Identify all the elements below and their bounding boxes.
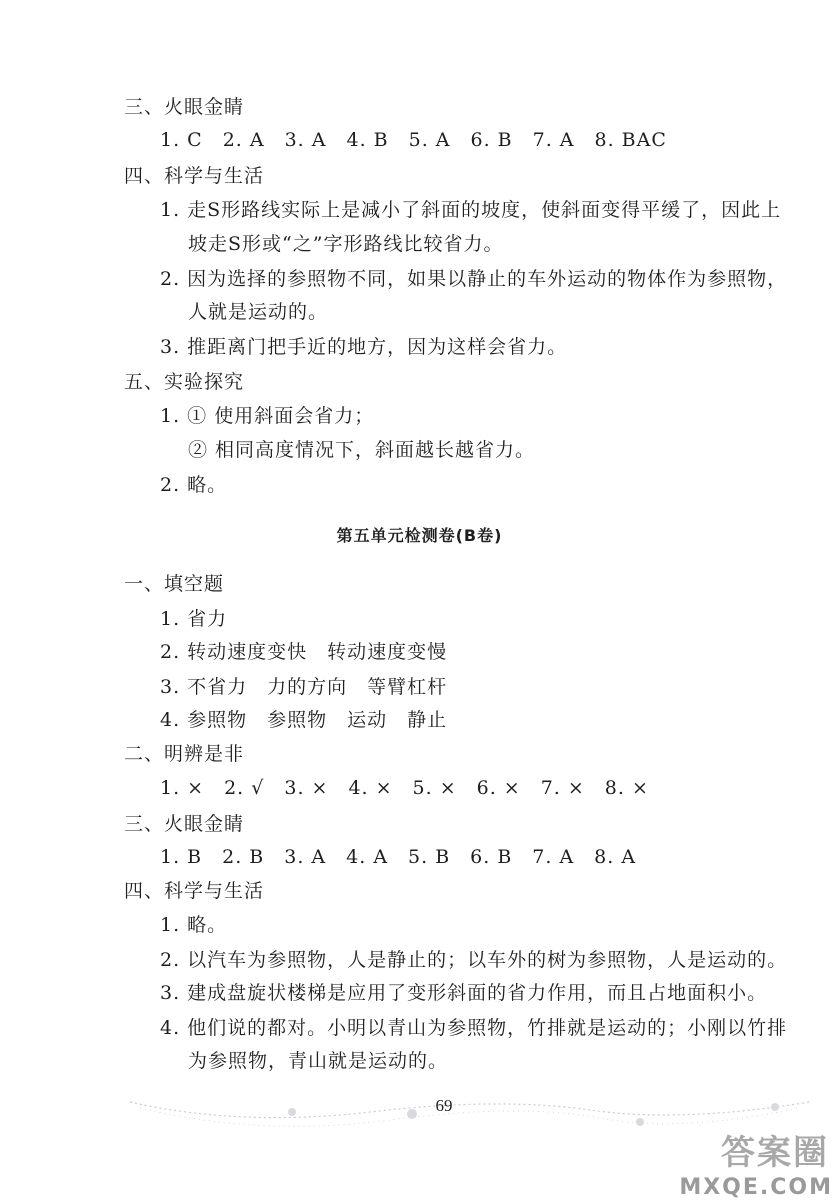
answer-s1-q4: 4. 参照物 参照物 运动 静止 — [160, 709, 448, 731]
answer-s1-q2: 2. 转动速度变快 转动速度变慢 — [160, 641, 448, 663]
answer-s5-q2: 2. 略。 — [160, 474, 228, 496]
answer-s4-q3: 3. 推距离门把手近的地方，因为这样会省力。 — [160, 336, 568, 358]
answer-s1-q1: 1. 省力 — [160, 608, 228, 630]
answer-s4-q2-line2: 人就是运动的。 — [188, 301, 329, 323]
answer-s4b-q2: 2. 以汽车为参照物，人是静止的；以车外的树为参照物，人是运动的。 — [160, 949, 788, 971]
answer-s1-q3: 3. 不省力 力的方向 等臂杠杆 — [160, 676, 448, 698]
answer-s4-q1-line1: 1. 走S形路线实际上是减小了斜面的坡度，使斜面变得平缓了，因此上 — [160, 199, 782, 221]
answer-s4b-q4-line1: 4. 他们说的都对。小明以青山为参照物，竹排就是运动的；小刚以竹排 — [160, 1017, 788, 1039]
watermark-url: MXQE.COM — [679, 1175, 833, 1200]
answer-s5-q1-a: 1. ① 使用斜面会省力； — [160, 405, 375, 427]
section-title: 第五单元检测卷(B卷) — [336, 526, 503, 545]
answer-s4-q2-line1: 2. 因为选择的参照物不同，如果以静止的车外运动的物体作为参照物， — [160, 268, 788, 290]
watermark-logo: 答案圈 — [721, 1133, 829, 1173]
footer-ornament-icon — [120, 1082, 820, 1142]
answers-s3-b: 1. B 2. B 3. A 4. A 5. B 6. B 7. A 8. A — [160, 846, 637, 868]
answers-s2-b: 1. × 2. √ 3. × 4. × 5. × 6. × 7. × 8. × — [160, 777, 649, 799]
answer-s4b-q1: 1. 略。 — [160, 914, 228, 936]
answers-s3-a: 1. C 2. A 3. A 4. B 5. A 6. B 7. A 8. BAC — [160, 129, 667, 151]
answer-s5-q1-b: ② 相同高度情况下，斜面越长越省力。 — [188, 439, 536, 461]
page-number: 69 — [435, 1096, 453, 1115]
answer-s4-q1-line2: 坡走S形或“之”字形路线比较省力。 — [188, 233, 504, 255]
heading-s1-b: 一、填空题 — [124, 573, 225, 595]
answer-s4b-q3: 3. 建成盘旋状楼梯是应用了变形斜面的省力作用，而且占地面积小。 — [160, 982, 768, 1004]
answer-s4b-q4-line2: 为参照物，青山就是运动的。 — [188, 1050, 449, 1072]
heading-s4-a: 四、科学与生活 — [124, 165, 265, 187]
heading-s3-b: 三、火眼金睛 — [124, 813, 245, 835]
heading-s3-a: 三、火眼金睛 — [124, 96, 245, 118]
heading-s4-b: 四、科学与生活 — [124, 880, 265, 902]
heading-s5-a: 五、实验探究 — [124, 371, 245, 393]
heading-s2-b: 二、明辨是非 — [124, 743, 245, 765]
